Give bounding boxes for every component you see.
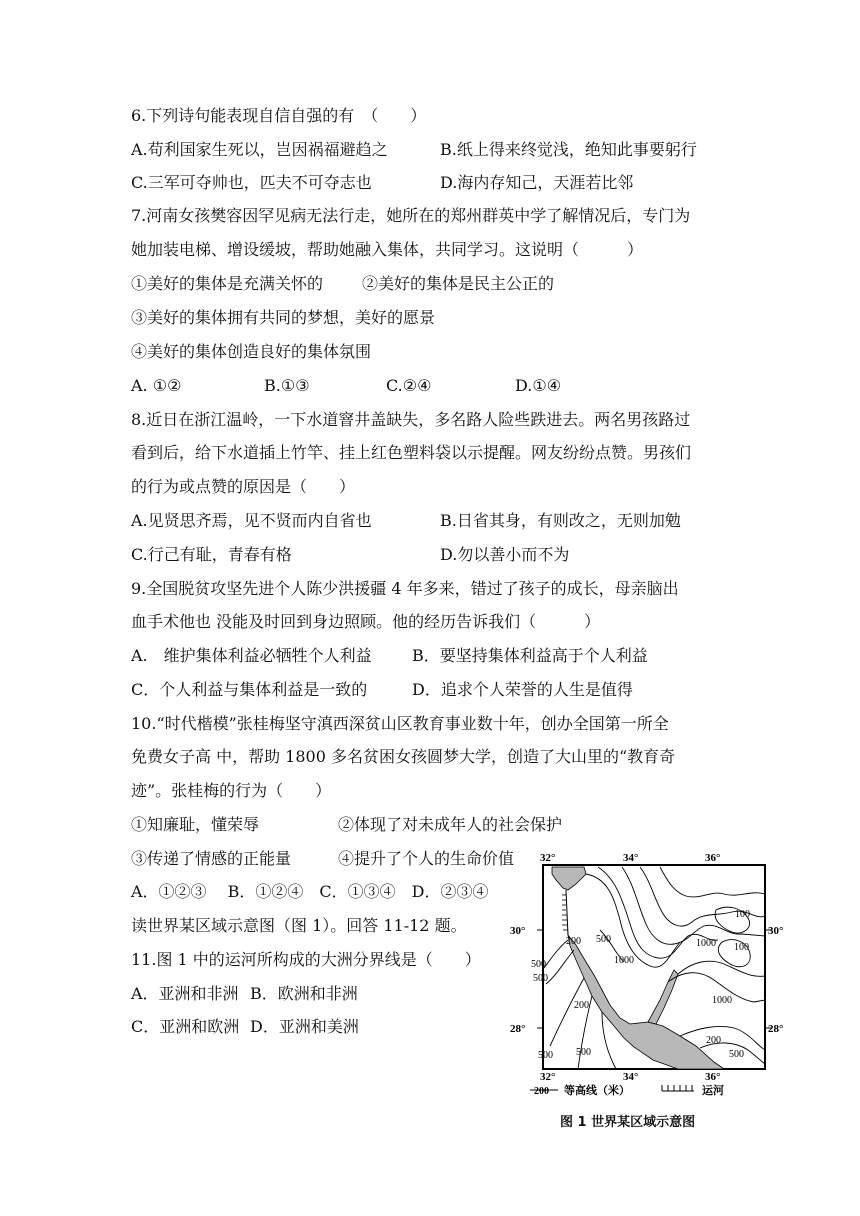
q10-line-3: 迹”。张桂梅的行为（ ） bbox=[131, 781, 332, 800]
contour-label: 500 bbox=[533, 973, 548, 984]
contour-label: 500 bbox=[729, 1049, 744, 1060]
q8-line-2: 看到后，给下水道插上竹竿、挂上红色塑料袋以示提醒。网友纷纷点赞。男孩们 bbox=[131, 443, 692, 462]
q7-statement-4: ④美好的集体创造良好的集体氛围 bbox=[131, 342, 372, 361]
contour-label: 500 bbox=[576, 1047, 591, 1058]
q7-statement-3: ③美好的集体拥有共同的梦想，美好的愿景 bbox=[131, 308, 436, 327]
q7-line-2: 她加装电梯、增设缓坡，帮助她融入集体，共同学习。这说明（ ） bbox=[131, 240, 644, 259]
q6-option-b: B.纸上得来终觉浅，绝知此事要躬行 bbox=[440, 140, 697, 159]
contour-label: 100 bbox=[734, 942, 749, 953]
q6-option-d: D.海内存知己，天涯若比邻 bbox=[440, 173, 634, 192]
region-map bbox=[510, 850, 784, 1135]
q9-option-a: A. 维护集体利益必牺牲个人利益 bbox=[131, 646, 372, 665]
contour-label: 1000 bbox=[712, 995, 732, 1006]
q8-option-c: C.行己有耻，青春有格 bbox=[131, 545, 292, 564]
q7-option-d: D.①④ bbox=[515, 376, 562, 395]
region-map-svg bbox=[510, 850, 784, 1110]
q8-option-b: B.日省其身，有则改之，无则加勉 bbox=[440, 511, 681, 530]
legend-contour-label: 等高线（米） bbox=[564, 1085, 630, 1097]
q11-option-b: B．欧洲和非洲 bbox=[250, 984, 358, 1003]
contour-label: 1000 bbox=[614, 955, 634, 966]
contour-label: 200 bbox=[566, 936, 581, 947]
q10-line-1: 10.“时代楷模”张桂梅坚守滇西深贫山区教育事业数十年，创办全国第一所全 bbox=[131, 714, 669, 733]
legend-canal-symbol bbox=[662, 1085, 694, 1091]
lon-label-bottom-32: 32° bbox=[540, 1071, 556, 1083]
lon-label-top-32: 32° bbox=[540, 852, 556, 864]
q10-statement-1: ①知廉耻，懂荣辱 bbox=[131, 815, 260, 834]
contour-label: 100 bbox=[735, 909, 750, 920]
lat-label-left-28: 28° bbox=[510, 1023, 526, 1035]
q7-statement-1: ①美好的集体是充满关怀的 bbox=[131, 274, 324, 293]
lat-label-right-30: 30° bbox=[768, 925, 784, 937]
lon-label-top-34: 34° bbox=[623, 852, 639, 864]
q11-stem: 11.图 1 中的运河所构成的大洲分界线是（ ） bbox=[131, 950, 481, 969]
q8-option-d: D.勿以善小而不为 bbox=[440, 545, 570, 564]
lon-label-bottom-36: 36° bbox=[705, 1071, 721, 1083]
q8-line-1: 8.近日在浙江温岭，一下水道窨井盖缺失，多名路人险些跌进去。两名男孩路过 bbox=[131, 410, 691, 429]
q10-line-2: 免费女子高 中，帮助 1800 多名贫困女孩圆梦大学，创造了大山里的“教育奇 bbox=[131, 747, 676, 766]
q9-option-b: B．要坚持集体利益高于个人利益 bbox=[412, 646, 648, 665]
lat-label-left-30: 30° bbox=[510, 925, 526, 937]
lat-label-right-28: 28° bbox=[768, 1023, 784, 1035]
q11-option-a: A．亚洲和非洲 bbox=[131, 984, 239, 1003]
q9-line-1: 9.全国脱贫攻坚先进个人陈少洪援疆 4 年多来，错过了孩子的成长，母亲脑出 bbox=[131, 579, 679, 598]
q6-option-c: C.三军可夺帅也，匹夫不可夺志也 bbox=[131, 173, 372, 192]
q7-option-c: C.②④ bbox=[386, 376, 432, 395]
q8-line-3: 的行为或点赞的原因是（ ） bbox=[131, 477, 356, 496]
lon-label-bottom-34: 34° bbox=[623, 1071, 639, 1083]
map-question-intro: 读世界某区域示意图（图 1）。回答 11-12 题。 bbox=[131, 916, 467, 935]
q10-statement-4: ④提升了个人的生命价值 bbox=[338, 849, 515, 868]
contour-label: 500 bbox=[538, 1050, 553, 1061]
contour-label: 500 bbox=[531, 959, 546, 970]
q11-option-d: D．亚洲和美洲 bbox=[250, 1017, 359, 1036]
legend-canal-label: 运河 bbox=[702, 1085, 724, 1097]
q7-option-b: B.①③ bbox=[264, 376, 310, 395]
figure-caption: 图 1 世界某区域示意图 bbox=[560, 1115, 696, 1130]
q9-line-2: 血手术他也 没能及时回到身边照顾。他的经历告诉我们（ ） bbox=[131, 612, 601, 631]
q10-options: A．①②③ B．①②④ C．①③④ D．②③④ bbox=[131, 882, 489, 901]
q7-line-1: 7.河南女孩樊容因罕见病无法行走，她所在的郑州群英中学了解情况后，专门为 bbox=[131, 206, 691, 225]
contour-label: 500 bbox=[596, 934, 611, 945]
q7-option-a: A. ①② bbox=[131, 376, 182, 395]
q10-statement-3: ③传递了情感的正能量 bbox=[131, 849, 292, 868]
q6-option-a: A.苟利国家生死以，岂因祸福避趋之 bbox=[131, 140, 388, 159]
q9-option-d: D．追求个人荣誉的人生是值得 bbox=[412, 680, 633, 699]
lon-label-top-36: 36° bbox=[705, 852, 721, 864]
contour-label: 200 bbox=[706, 1035, 721, 1046]
contour-label: 200 bbox=[574, 1000, 589, 1011]
q7-statement-2: ②美好的集体是民主公正的 bbox=[362, 274, 555, 293]
legend-contour-value: 200 bbox=[534, 1086, 549, 1097]
q9-option-c: C．个人利益与集体利益是一致的 bbox=[131, 680, 368, 699]
q6-stem: 6.下列诗句能表现自信自强的有 （ ） bbox=[131, 106, 427, 125]
contour-label: 1000 bbox=[696, 938, 716, 949]
q10-statement-2: ②体现了对未成年人的社会保护 bbox=[338, 815, 563, 834]
q11-option-c: C．亚洲和欧洲 bbox=[131, 1017, 240, 1036]
q8-option-a: A.见贤思齐焉，见不贤而内自省也 bbox=[131, 511, 372, 530]
